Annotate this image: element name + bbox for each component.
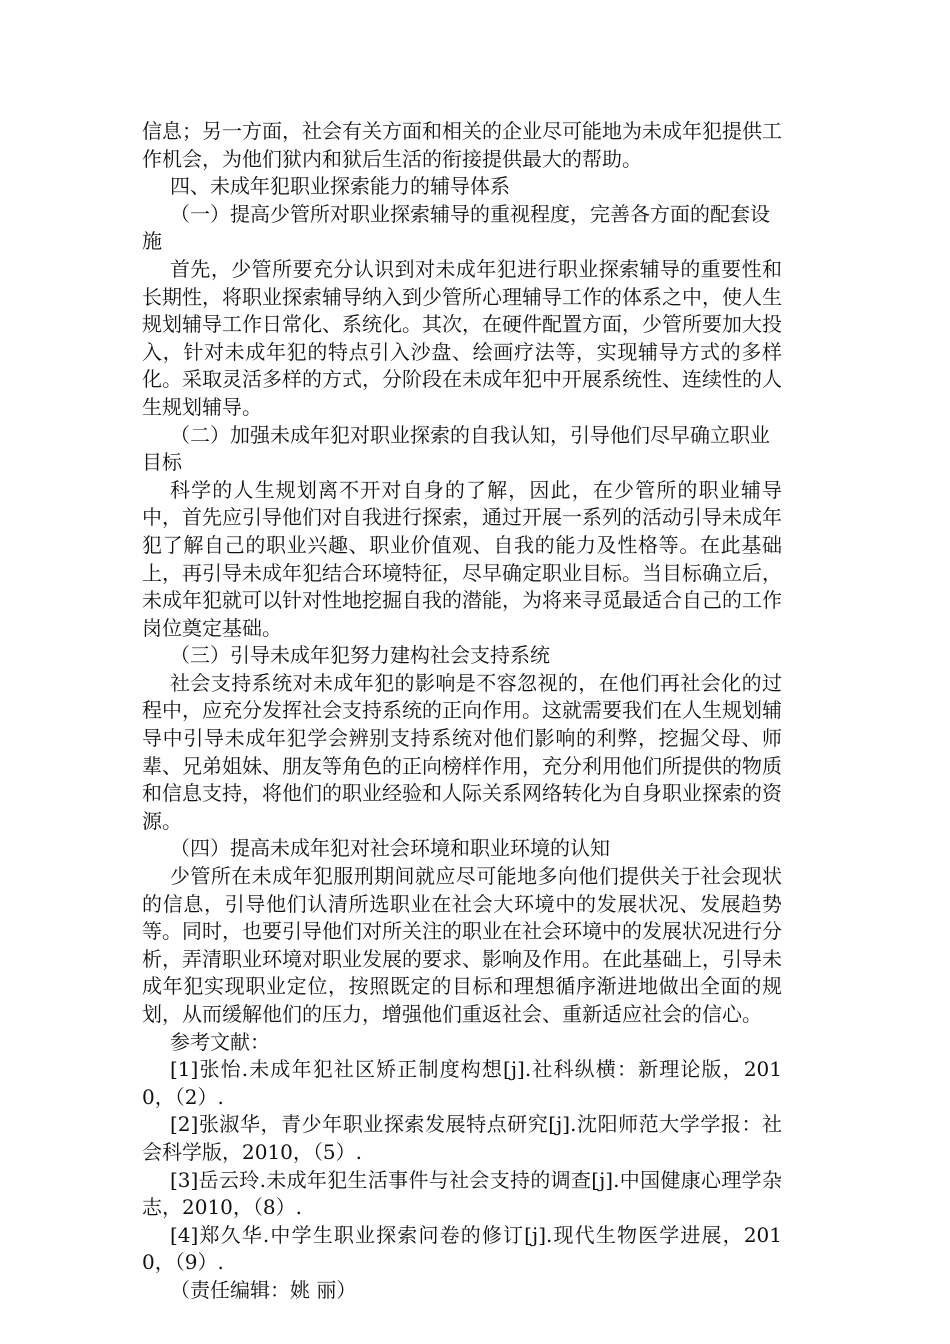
subsection-heading-4: （四）提高未成年犯对社会环境和职业环境的认知	[170, 836, 610, 861]
subsection-body-3: 社会支持系统对未成年犯的影响是不容忽视的，在他们再社会化的过程中，应充分发挥社会支持系统的正向作用。这就需要我们在人生规划辅导中引导未成年犯学会辨别支持系统对他们影响的利弊，挖掘父母、师辈、兄弟姐妹、朋友等角色的正向榜样作用，充分利用他们所提供的物质和信息支持，将他们的职业经验和人际关系网络转化为自身职业探索的资源。	[142, 670, 782, 833]
references-heading: 参考文献：	[170, 1029, 270, 1054]
subsection-body-1: 首先，少管所要充分认识到对未成年犯进行职业探索辅导的重要性和长期性，将职业探索辅导纳入到少管所心理辅导工作的体系之中，使人生规划辅导工作日常化、系统化。其次，在硬件配置方面，少管所要加大投入，针对未成年犯的特点引入沙盘、绘画疗法等，实现辅导方式的多样化。采取灵活多样的方式，分阶段在未成年犯中开展系统性、连续性的人生规划辅导。	[142, 256, 782, 419]
subsection-body-4: 少管所在未成年犯服刑期间就应尽可能地多向他们提供关于社会现状的信息，引导他们认清所选职业在社会大环境中的发展状况、发展趋势等。同时，也要引导他们对所关注的职业在社会环境中的发展状况进行分析，弄清职业环境对职业发展的要求、影响及作用。在此基础上，引导未成年犯实现职业定位，按照既定的目标和理想循序渐进地做出全面的规划，从而缓解他们的压力，增强他们重返社会、重新适应社会的信心。	[142, 864, 782, 1026]
intro-paragraph: 信息；另一方面，社会有关方面和相关的企业尽可能地为未成年犯提供工作机会，为他们狱内和狱后生活的衔接提供最大的帮助。	[142, 119, 782, 171]
reference-item-4: [4]郑久华.中学生职业探索问卷的修订[j].现代生物医学进展，2010，（9）.	[142, 1222, 782, 1275]
reference-item-3: [3]岳云玲.未成年犯生活事件与社会支持的调查[j].中国健康心理学杂志，2010，（8）.	[142, 1167, 782, 1220]
document-page	[142, 118, 782, 1305]
reference-item-1: [1]张怡.未成年犯社区矫正制度构想[j].社科纵横：新理论版，2010，（2）.	[142, 1057, 782, 1109]
reference-item-2: [2]张淑华，青少年职业探索发展特点研究[j].沈阳师范大学学报：社会科学版，2010，（5）.	[142, 1112, 782, 1164]
subsection-body-2: 科学的人生规划离不开对自身的了解，因此，在少管所的职业辅导中，首先应引导他们对自我进行探索，通过开展一系列的活动引导未成年犯了解自己的职业兴趣、职业价值观、自我的能力及性格等。在此基础上，再引导未成年犯结合环境特征，尽早确定职业目标。当目标确立后，未成年犯就可以针对性地挖掘自我的潜能，为将来寻觅最适合自己的工作岗位奠定基础。	[142, 477, 782, 640]
subsection-heading-2: （二）加强未成年犯对职业探索的自我认知，引导他们尽早确立职业目标	[142, 422, 770, 475]
editor-note: （责任编辑：姚 丽）	[170, 1277, 357, 1302]
subsection-heading-3: （三）引导未成年犯努力建构社会支持系统	[170, 643, 550, 668]
subsection-heading-1: （一）提高少管所对职业探索辅导的重视程度，完善各方面的配套设施	[142, 201, 770, 254]
section-heading: 四、未成年犯职业探索能力的辅导体系	[170, 174, 510, 199]
